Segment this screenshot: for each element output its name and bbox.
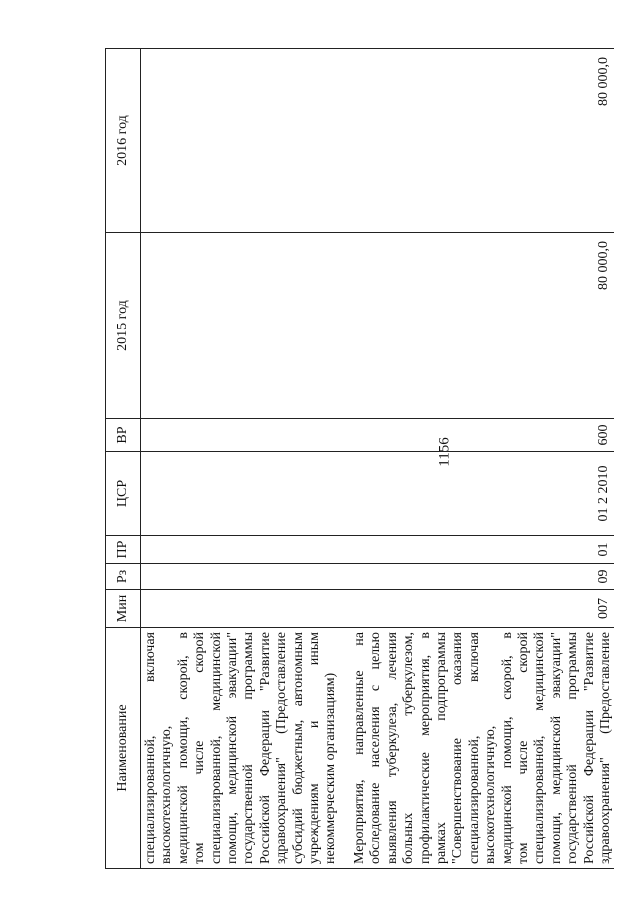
cell-vr <box>350 419 615 452</box>
cell-pr-value: 01 <box>595 542 611 557</box>
desc-line: субсидий бюджетным, автономным <box>290 632 306 864</box>
rotated-table-container <box>105 49 613 869</box>
cell-min <box>350 590 615 628</box>
cell-2016-value: 80 000,0 <box>595 57 611 106</box>
cell-2016 <box>350 49 615 233</box>
header-2015: 2015 год <box>106 233 141 419</box>
desc-line: некоммерческим организациям) <box>323 672 339 864</box>
cell-min-value: 007 <box>595 598 611 619</box>
desc-line: том числе скорой <box>192 632 208 864</box>
cell-2015 <box>141 233 350 419</box>
cell-csr <box>141 452 350 536</box>
header-name: Наименование <box>106 628 141 869</box>
desc-line: выявления туберкулеза, лечения <box>384 632 400 864</box>
desc-line: Российской Федерации "Развитие <box>257 632 273 864</box>
table-row <box>141 49 350 869</box>
desc-line: высокотехнологичную, <box>159 725 175 864</box>
row-description <box>350 628 615 869</box>
cell-vr <box>141 419 350 452</box>
cell-2015 <box>350 233 615 419</box>
header-min: Мин <box>106 590 141 628</box>
cell-2016 <box>141 49 350 233</box>
cell-csr-value: 01 2 2010 <box>595 465 611 522</box>
desc-line: медицинской помощи, скорой, в <box>175 632 191 864</box>
desc-line: здравоохранения" (Предоставление <box>274 632 290 864</box>
desc-line: том числе скорой <box>515 632 531 864</box>
desc-line: учреждениям и иным <box>307 632 323 864</box>
header-csr: ЦСР <box>106 452 141 536</box>
desc-line: специализированной, медицинской <box>532 632 548 864</box>
desc-line: профилактические мероприятия, в <box>417 632 433 864</box>
page-number: 1156 <box>436 437 453 467</box>
row-description <box>141 628 350 869</box>
cell-rz-value: 09 <box>595 569 611 584</box>
header-rz: Рз <box>106 564 141 590</box>
desc-line: обследование населения с целью <box>368 632 384 864</box>
cell-csr <box>350 452 615 536</box>
desc-line: помощи, медицинской эвакуации" <box>548 632 564 864</box>
desc-line: государственной программы <box>241 632 257 864</box>
desc-line: помощи, медицинской эвакуации" <box>225 632 241 864</box>
desc-line: специализированной, медицинской <box>208 632 224 864</box>
desc-line: высокотехнологичную, <box>483 725 499 864</box>
desc-line: специализированной, включая <box>466 632 482 864</box>
table-row <box>350 49 615 869</box>
desc-line: здравоохранения" (Предоставление <box>597 632 613 864</box>
header-vr: ВР <box>106 419 141 452</box>
budget-table <box>105 48 614 869</box>
desc-line: Российской Федерации "Развитие <box>581 632 597 864</box>
cell-2015-value: 80 000,0 <box>595 241 611 290</box>
cell-pr <box>141 536 350 564</box>
desc-line: "Совершенствование оказания <box>450 632 466 864</box>
desc-line: рамках подпрограммы <box>433 632 449 864</box>
desc-line: медицинской помощи, скорой, в <box>499 632 515 864</box>
cell-rz <box>141 564 350 590</box>
desc-line: Мероприятия, направленные на <box>351 632 367 864</box>
cell-rz <box>350 564 615 590</box>
cell-min <box>141 590 350 628</box>
table-header-row <box>106 49 141 869</box>
cell-vr-value: 600 <box>595 424 611 446</box>
header-2016: 2016 год <box>106 49 141 233</box>
desc-line: больных туберкулезом, <box>401 632 417 864</box>
header-pr: ПР <box>106 536 141 564</box>
desc-line: специализированной, включая <box>143 632 158 864</box>
desc-line: государственной программы <box>565 632 581 864</box>
cell-pr <box>350 536 615 564</box>
